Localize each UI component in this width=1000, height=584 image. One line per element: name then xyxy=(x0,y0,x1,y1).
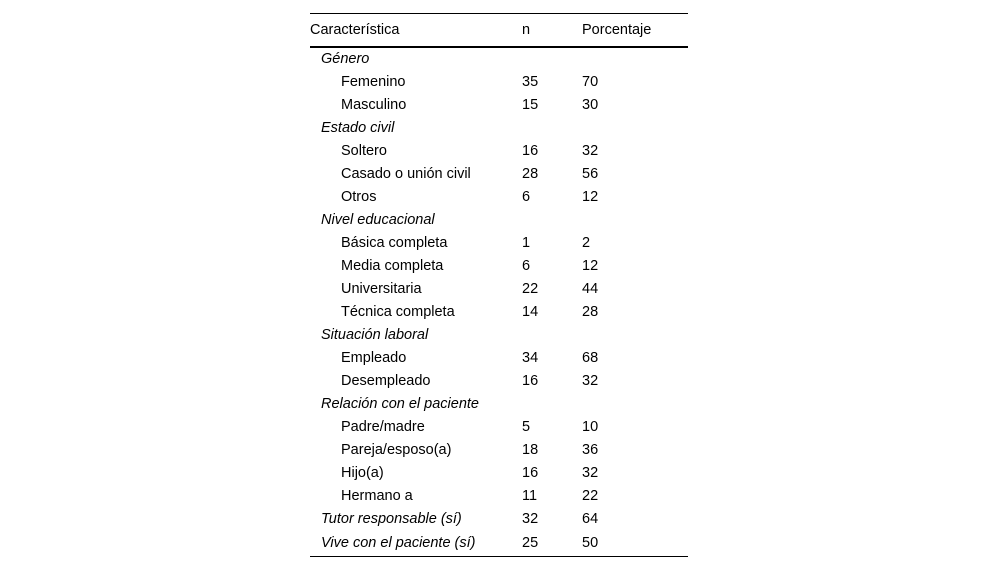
row-label: Vive con el paciente (sí) xyxy=(310,531,522,557)
cell-n xyxy=(522,393,582,416)
group-label: Nivel educacional xyxy=(321,212,435,229)
cell-percentage: 12 xyxy=(582,258,599,275)
cell-n: 34 xyxy=(522,350,539,367)
cell-n: 6 xyxy=(522,258,531,275)
table-row xyxy=(310,531,688,557)
row-label: Universitaria xyxy=(341,281,422,298)
cell-n: 16 xyxy=(522,373,539,390)
cell-percentage: 36 xyxy=(582,442,599,459)
group-label: Estado civil xyxy=(321,120,395,137)
table-header-row xyxy=(310,14,688,48)
cell-n: 16 xyxy=(522,465,539,482)
row-label: Otros xyxy=(341,189,377,206)
table-row xyxy=(310,140,688,163)
table-row xyxy=(310,370,688,393)
cell-percentage: 70 xyxy=(582,74,599,91)
cell-n: 22 xyxy=(522,281,539,298)
row-label: Tutor responsable (sí) xyxy=(321,511,462,528)
table-row xyxy=(310,416,688,439)
table-row xyxy=(310,71,688,94)
cell-n: 18 xyxy=(522,442,539,459)
cell-percentage: 32 xyxy=(582,373,599,390)
cell-percentage: 44 xyxy=(582,281,599,298)
characteristics-table xyxy=(310,13,688,557)
cell-n: 11 xyxy=(522,488,538,505)
table-row xyxy=(310,94,688,117)
row-label: Hermano a xyxy=(341,488,413,505)
row-label: Empleado xyxy=(341,350,407,367)
cell-percentage: 2 xyxy=(582,235,591,252)
column-header-characteristic: Característica xyxy=(310,21,400,38)
cell-n: 5 xyxy=(522,419,531,436)
cell-percentage xyxy=(582,117,688,140)
group-label: Género xyxy=(321,51,370,68)
cell-n: 32 xyxy=(522,511,539,528)
table-row xyxy=(310,301,688,324)
table-row xyxy=(310,255,688,278)
cell-n: 16 xyxy=(522,143,539,160)
row-label: Media completa xyxy=(341,258,444,275)
table-header xyxy=(310,14,688,48)
cell-percentage xyxy=(582,393,688,416)
row-label: Hijo(a) xyxy=(341,465,384,482)
cell-percentage: 10 xyxy=(582,419,599,436)
row-label: Básica completa xyxy=(341,235,448,252)
cell-percentage: 28 xyxy=(582,304,599,321)
cell-percentage: 50 xyxy=(582,531,688,557)
table-group-row xyxy=(310,324,688,347)
row-label: Técnica completa xyxy=(341,304,455,321)
cell-percentage: 68 xyxy=(582,350,599,367)
cell-percentage: 32 xyxy=(582,465,599,482)
row-label: Padre/madre xyxy=(341,419,425,436)
table-row xyxy=(310,186,688,209)
cell-n: 1 xyxy=(522,235,531,252)
table-group-row xyxy=(310,47,688,71)
cell-percentage xyxy=(582,47,688,71)
cell-percentage: 12 xyxy=(582,189,599,206)
group-label: Relación con el paciente xyxy=(321,396,479,413)
cell-percentage xyxy=(582,209,688,232)
table-row xyxy=(310,232,688,255)
table-row xyxy=(310,485,688,508)
row-label: Soltero xyxy=(341,143,387,160)
cell-percentage: 30 xyxy=(582,97,599,114)
table-row xyxy=(310,462,688,485)
table-group-row xyxy=(310,117,688,140)
table-group-row xyxy=(310,209,688,232)
column-header-percentage: Porcentaje xyxy=(582,21,652,38)
cell-percentage xyxy=(582,324,688,347)
cell-n: 14 xyxy=(522,304,539,321)
row-label: Pareja/esposo(a) xyxy=(341,442,452,459)
row-label: Masculino xyxy=(341,97,407,114)
cell-n: 28 xyxy=(522,166,539,183)
cell-n: 25 xyxy=(522,531,582,557)
cell-percentage: 22 xyxy=(582,488,599,505)
row-label: Femenino xyxy=(341,74,406,91)
table-row xyxy=(310,347,688,370)
cell-n: 6 xyxy=(522,189,531,206)
cell-n: 35 xyxy=(522,74,539,91)
cell-n xyxy=(522,324,582,347)
row-label: Desempleado xyxy=(341,373,431,390)
table-body xyxy=(310,47,688,557)
group-label: Situación laboral xyxy=(321,327,429,344)
cell-n: 15 xyxy=(522,97,539,114)
table-row xyxy=(310,278,688,301)
table-row xyxy=(310,508,688,531)
table-row xyxy=(310,439,688,462)
table-group-row xyxy=(310,393,688,416)
statistics-table-container xyxy=(310,13,688,557)
cell-percentage: 56 xyxy=(582,166,599,183)
cell-n xyxy=(522,117,582,140)
cell-percentage: 64 xyxy=(582,511,599,528)
cell-n xyxy=(522,209,582,232)
row-label: Casado o unión civil xyxy=(341,166,471,183)
column-header-n: n xyxy=(522,21,531,38)
cell-percentage: 32 xyxy=(582,143,599,160)
cell-n xyxy=(522,47,582,71)
table-row xyxy=(310,163,688,186)
